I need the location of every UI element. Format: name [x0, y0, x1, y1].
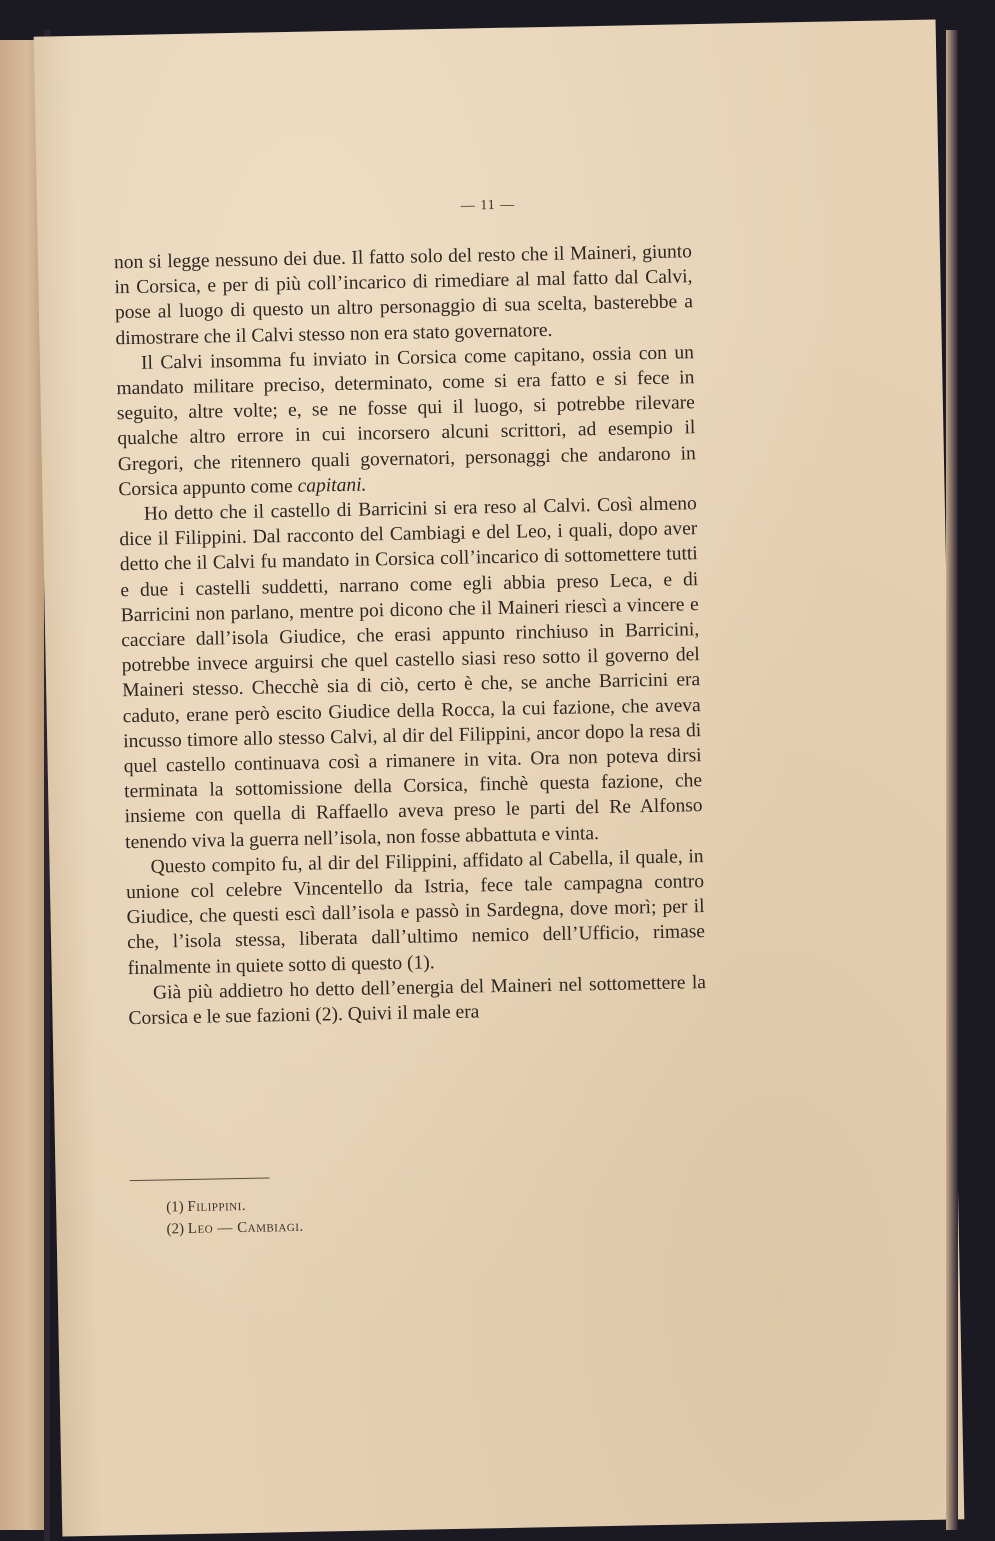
paragraph-5: Già più addietro ho detto dell’energia del Maineri nel sottomettere la Corsica e le sue fazioni (2). Quivi il male era — [128, 971, 707, 1030]
footnotes — [166, 1194, 304, 1241]
right-page-edge — [946, 30, 958, 1530]
footnote-2-text: Leo — Cambiagi. — [187, 1218, 304, 1238]
page-body-text — [114, 239, 707, 1031]
footnote-2 — [166, 1216, 304, 1241]
book-page — [34, 19, 965, 1536]
footnote-1 — [166, 1194, 304, 1219]
paragraph-1: non si legge nessuno dei due. Il fatto solo del resto che il Maineri, giunto in Corsica, e per di più coll’incarico di rimediare al mal fatto dal Calvi, pose al luogo di questo un altro personaggio di sua scelta, basterebbe a dimostrare che il Calvi stesso non era stato governatore. — [113, 241, 694, 349]
footnote-rule — [130, 1177, 270, 1181]
paragraph-2 — [116, 340, 697, 502]
paragraph-4: Questo compito fu, al dir del Filippini, affidato al Cabella, il quale, in unione col celebre Vincentello da Istria, fece tale campagna contro Giudice, che questi escì dall’isola e passò in Sardegna, dove morì; per il che, l’isola stessa, liberata dall’ultimo nemico dell’Ufficio, rimase finalmente in quiete sotto di questo (1). — [125, 845, 706, 979]
paragraph-2-text: Il Calvi insomma fu inviato in Corsica come capitano, ossia con un mandato militare preciso, determinato, come si era fatto e si fece in seguito, altre volte; e, se ne fosse qui il luogo, si potrebbe rilevare qualche altro errore in cui incorsero alcuni scrittori, ad esempio il Gregori, che ritennero quali governatori, personaggi che andarono in Corsica appunto come — [116, 341, 697, 501]
paragraph-2-italic-word: capitani. — [297, 474, 367, 497]
page-number: — 11 — — [460, 197, 516, 214]
footnote-1-text: Filippini. — [187, 1197, 247, 1216]
footnote-2-marker: (2) — [166, 1221, 185, 1238]
paragraph-3: Ho detto che il castello di Barricini si era reso al Calvi. Così almeno dice il Filippini. Dal racconto del Cambiagi e del Leo, i quali, dopo aver detto che il Calvi fu mandato in Corsica coll’incarico di sottomettere tutti e due i castelli suddetti, narrano come egli abbia preso Leca, e di Barricini non parlano, mentre poi dicono che il Maineri riescì a vincere e cacciare dall’isola Giudice, che erasi appunto rinchiuso in Barricini, potrebbe invece arguirsi che quel castello siasi reso sotto il governo del Maineri stesso. Checchè sia di ciò, certo è che, se anche Barricini era caduto, erane però escito Giudice della Rocca, la cui fazione, che aveva incusso timore allo stesso Calvi, al dir del Filippini, ancor dopo la resa di quel castello continuava così a rimanere in vita. Ora non poteva dirsi terminata la sottomissione della Corsica, finchè questa fazione, che insieme con quella di Raffaello aveva preso le parti del Re Alfonso tenendo viva la guerra nell’isola, non fosse abbattuta e vinta. — [119, 493, 703, 853]
footnote-1-marker: (1) — [166, 1199, 184, 1216]
